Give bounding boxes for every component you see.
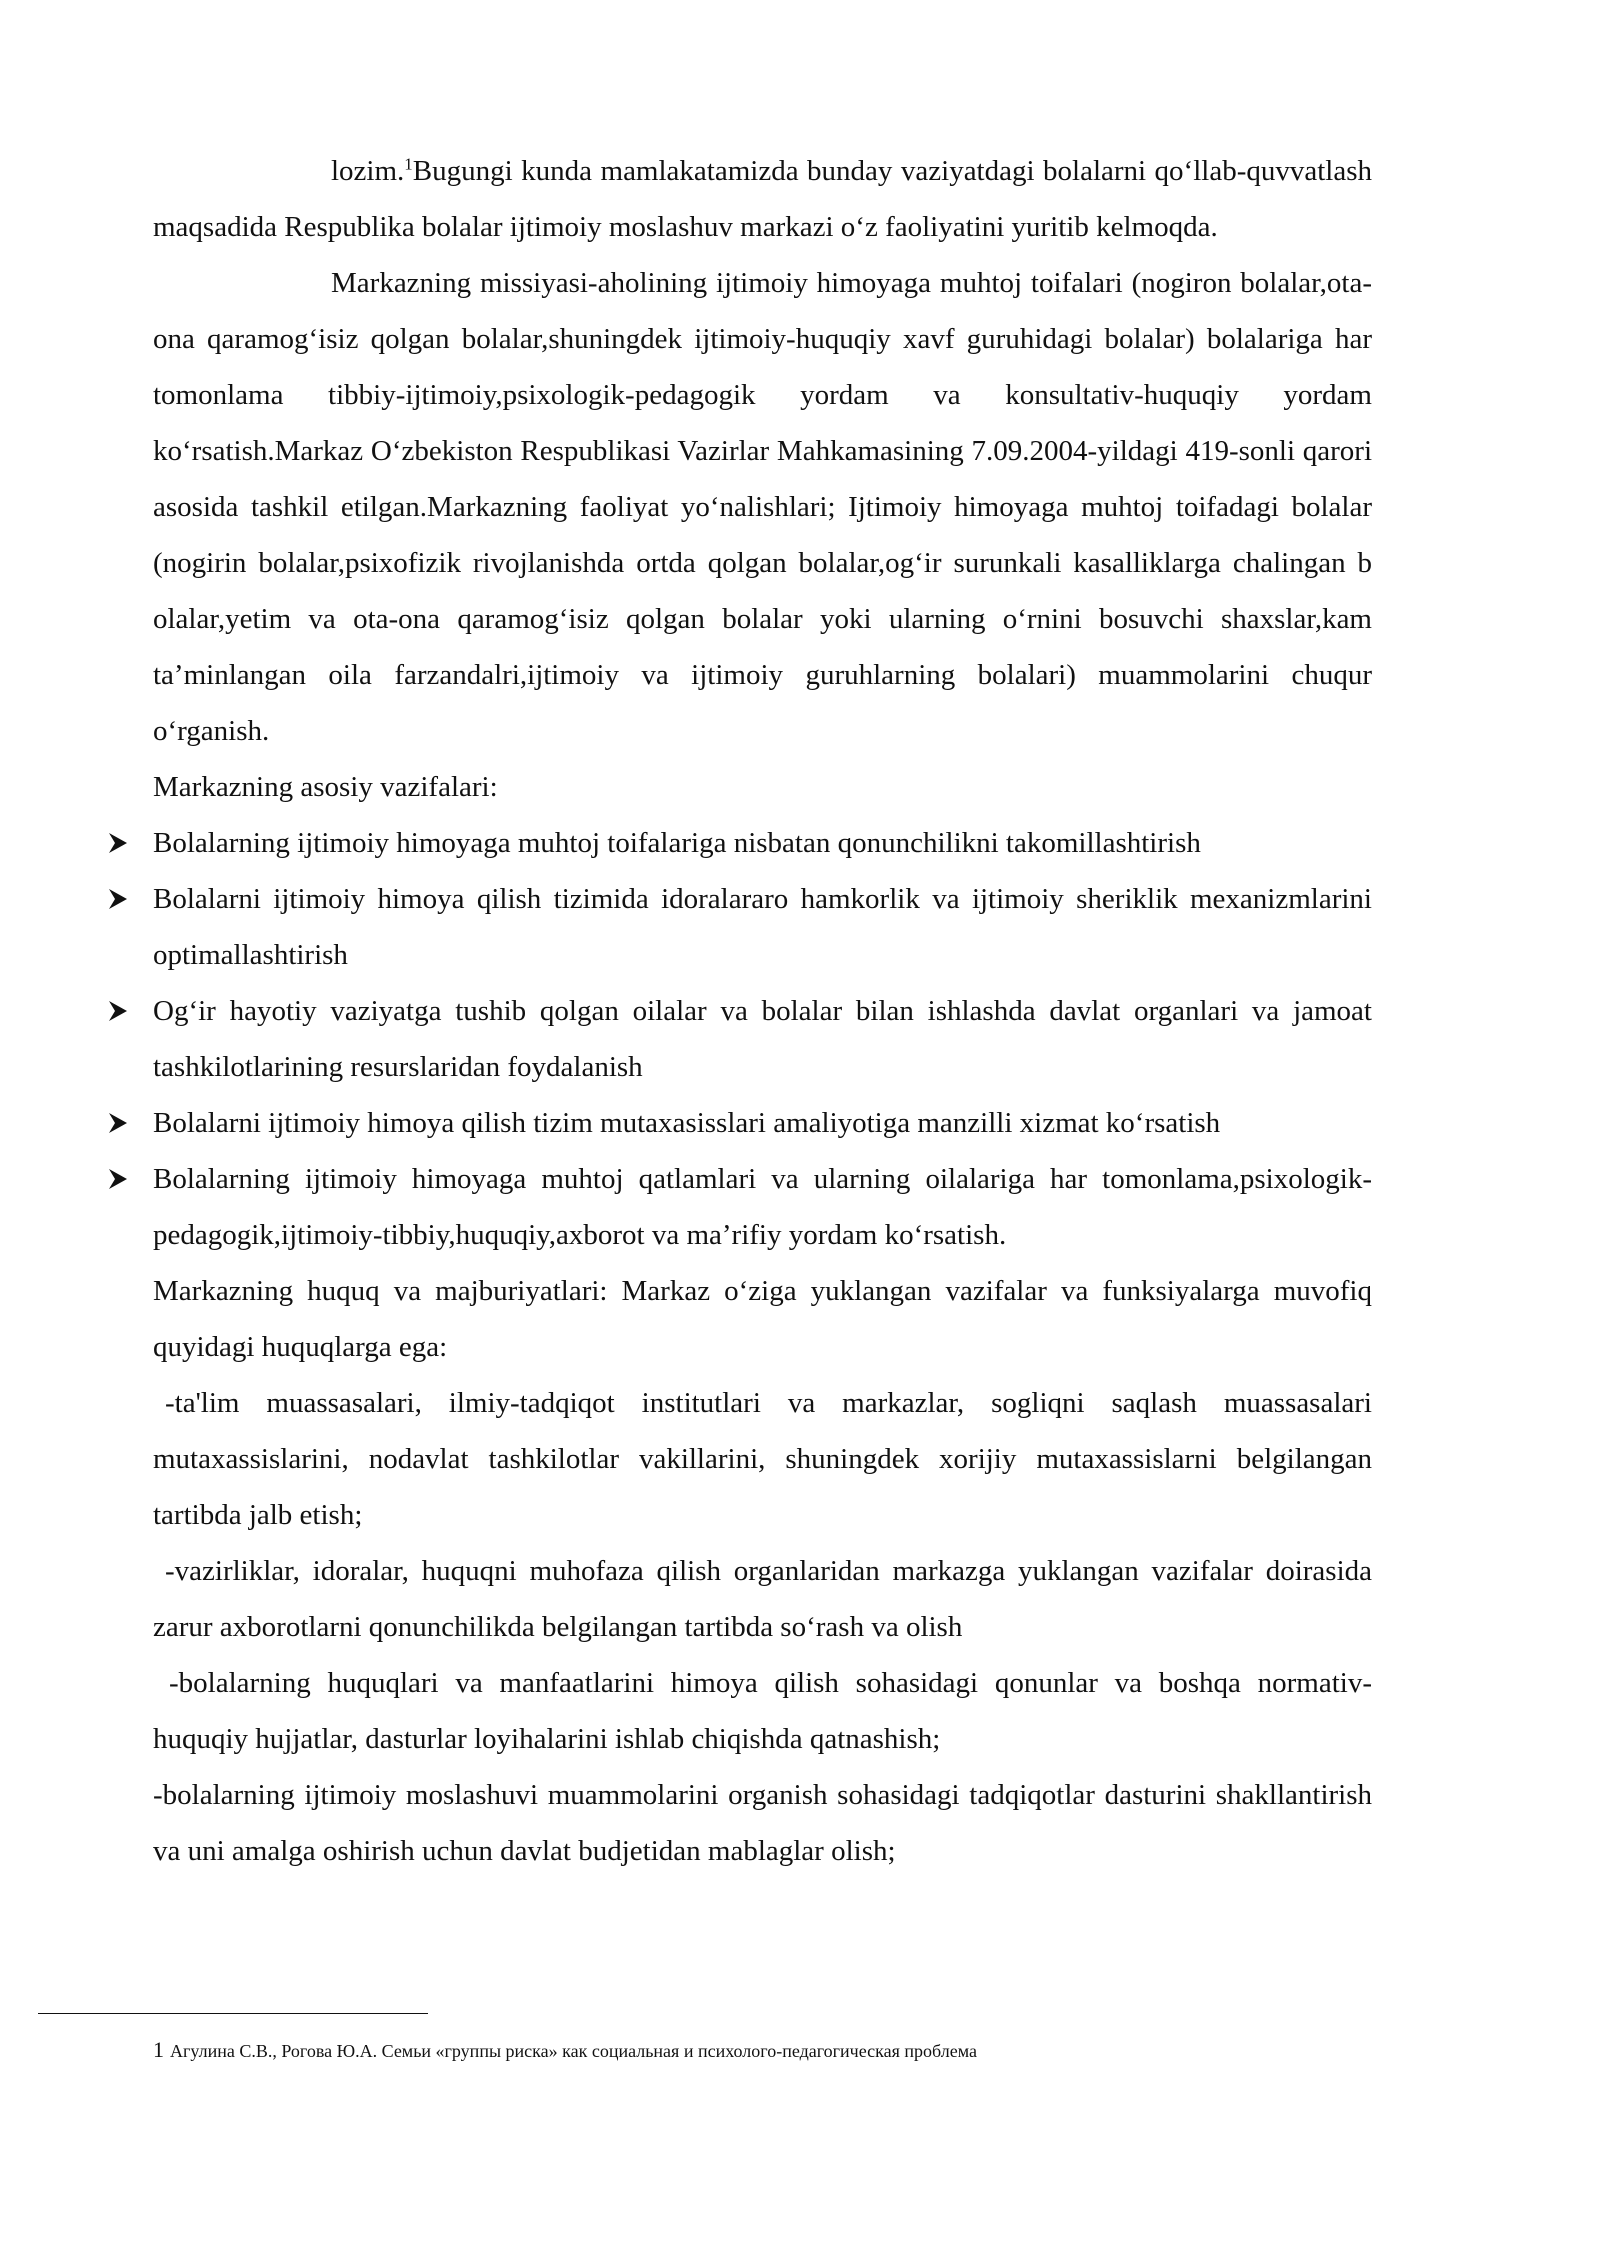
list-item xyxy=(153,871,1372,983)
list-item-text: Og‘ir hayotiy vaziyatga tushib qolgan oilalar va bolalar bilan ishlashda davlat organlari va jamoat tashkilotlarining resurslaridan foydalanish xyxy=(153,995,1372,1083)
right-item: -vazirliklar, idoralar, huquqni muhofaza qilish organlaridan markazga yuklangan vazifalar doirasida zarur axborotlarni qonunchilikda belgilangan tartibda so‘rash va olish xyxy=(153,1555,1372,1643)
arrow-bullet-icon xyxy=(108,1168,128,1190)
list-item xyxy=(153,983,1372,1095)
right-item: -bolalarning huquqlari va manfaatlarini himoya qilish sohasidagi qonunlar va boshqa normativ-huquqiy hujjatlar, dasturlar loyihalarini ishlab chiqishda qatnashish; xyxy=(153,1667,1372,1755)
footnote-reference[interactable]: 1 xyxy=(404,154,413,174)
arrow-bullet-icon xyxy=(108,1112,128,1134)
list-item xyxy=(153,815,1372,871)
body-text xyxy=(153,143,1372,1879)
paragraph-intro-rest: Bugungi kunda mamlakatamizda bunday vaziyatdagi bolalarni qo‘llab-quvvatlash maqsadida Respublika bolalar ijtimoiy moslashuv markazi o‘z faoliyatini yuritib kelmoqda. xyxy=(153,155,1372,243)
list-item xyxy=(153,1151,1372,1263)
list-item-text: Bolalarni ijtimoiy himoya qilish tizimida idoralararo hamkorlik va ijtimoiy sheriklik mexanizmlarini optimallashtirish xyxy=(153,883,1372,971)
footnote-number: 1 xyxy=(153,2037,164,2062)
right-item: -bolalarning ijtimoiy moslashuvi muammolarini organish sohasidagi tadqiqotlar dasturini shakllantirish va uni amalga oshirish uchun davlat budjetidan mablaglar olish; xyxy=(153,1779,1372,1867)
footnote-separator xyxy=(38,2013,428,2014)
paragraph-intro xyxy=(153,143,1372,255)
arrow-bullet-icon xyxy=(108,832,128,854)
list-item xyxy=(153,1095,1372,1151)
paragraph-intro-start: lozim. xyxy=(331,155,405,187)
list-item-text: Bolalarning ijtimoiy himoyaga muhtoj toifalariga nisbatan qonunchilikni takomillashtirish xyxy=(153,827,1201,859)
paragraph-mission: Markazning missiyasi-aholining ijtimoiy himoyaga muhtoj toifalari (nogiron bolalar,ota-ona qaramog‘isiz qolgan bolalar,shuningdek ijtimoiy-huquqiy xavf guruhidagi bolalar) bolalariga har tomonlama tibbiy-ijtimoiy,psixologik-pedagogik yordam va konsultativ-huquqiy yordam ko‘rsatish.Markaz O‘zbekiston Respublikasi Vazirlar Mahkamasining 7.09.2004-yildagi 419-sonli qarori asosida tashkil etilgan.Markazning faoliyat yo‘nalishlari; Ijtimoiy himoyaga muhtoj toifadagi bolalar (nogirin bolalar,psixofizik rivojlanishda ortda qolgan bolalar,og‘ir surunkali kasalliklarga chalingan b olalar,yetim va ota-ona qaramog‘isiz qolgan bolalar yoki ularning o‘rnini bosuvchi shaxslar,kam ta’minlangan oila farzandalri,ijtimoiy va ijtimoiy guruhlarning bolalari) muammolarini chuqur o‘rganish. xyxy=(153,267,1372,747)
tasks-list xyxy=(153,815,1372,1263)
tasks-heading: Markazning asosiy vazifalari: xyxy=(153,771,498,803)
rights-intro: Markazning huquq va majburiyatlari: Markaz o‘ziga yuklangan vazifalar va funksiyalarga muvofiq quyidagi huquqlarga ega: xyxy=(153,1275,1372,1363)
footnote xyxy=(153,2037,1453,2064)
list-item-text: Bolalarni ijtimoiy himoya qilish tizim mutaxasisslari amaliyotiga manzilli xizmat ko‘rsatish xyxy=(153,1107,1221,1139)
list-item-text: Bolalarning ijtimoiy himoyaga muhtoj qatlamlari va ularning oilalariga har tomonlama,psixologik-pedagogik,ijtimoiy-tibbiy,huquqiy,axborot va ma’rifiy yordam ko‘rsatish. xyxy=(153,1163,1372,1251)
right-item: -ta'lim muassasalari, ilmiy-tadqiqot institutlari va markazlar, sogliqni saqlash muassasalari mutaxassislarini, nodavlat tashkilotlar vakillarini, shuningdek xorijiy mutaxassislarni belgilangan tartibda jalb etish; xyxy=(153,1387,1372,1531)
footnote-text: Агулина С.В., Рогова Ю.А. Семьи «группы риска» как социальная и психолого-педагогическая проблема xyxy=(170,2041,977,2061)
arrow-bullet-icon xyxy=(108,888,128,910)
arrow-bullet-icon xyxy=(108,1000,128,1022)
